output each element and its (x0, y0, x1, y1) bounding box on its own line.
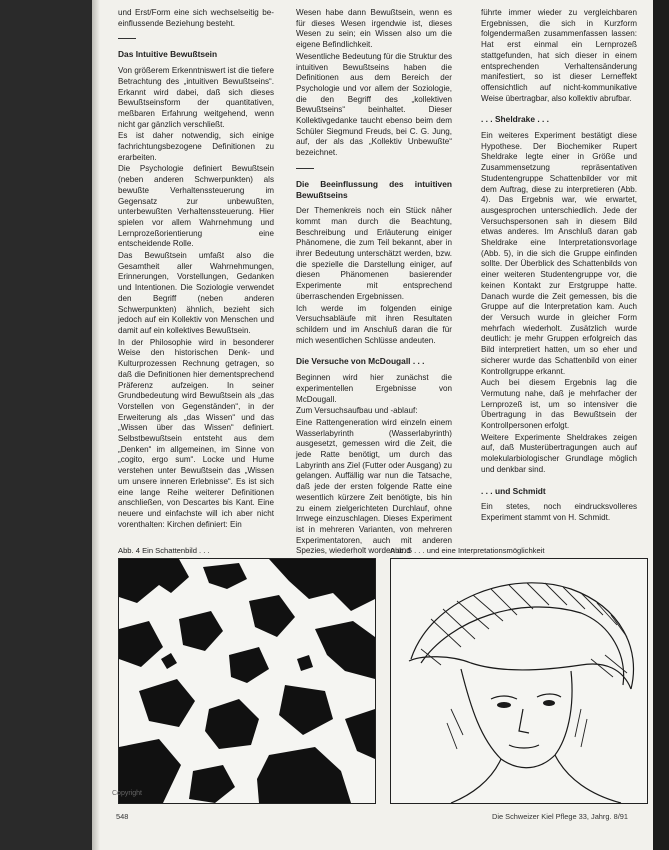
section-divider (296, 168, 314, 169)
figure-5-caption: Abb. 5 . . . und eine Interpretationsmöglichkeit (390, 546, 545, 555)
paragraph: Die Psychologie definiert Bewußtsein (neben anderen Schwerpunkten) als bewußte Verhaltenssteuerung im Gegensatz zur unbewußten, unterbewußten Verhaltenssteuerung. Hier spielen vor allem Wahrnehmung und Lernprozeßorientierung eine entscheidende Rolle. (118, 164, 274, 249)
paragraph: Der Themenkreis noch ein Stück näher kommt man durch die Beachtung, Beschreibung und Erläuterung einiger Phänomene, die zum Teil bekannt, aber in ihrer Bedeutung unterschätzt werden, bzw. die spezielle die Darstellung einiger, auf diesen Phänomenen basierender Experimente mit entsprechend überraschenden Ergebnissen. (296, 206, 452, 301)
margin-note: Copyright (112, 790, 142, 797)
paragraph: Weitere Experimente Sheldrakes zeigen auf, daß Musterübertragungen auch auf molekularbiologischer Grundlage möglich und denkbar sind. (481, 432, 637, 474)
page-right-edge (653, 0, 669, 850)
paragraph: Es ist daher notwendig, sich einige fachrichtungsbezogene Definitionen zu erarbeiten. (118, 131, 274, 162)
section-divider (118, 38, 136, 39)
subsection-heading: Die Versuche von McDougall . . . (296, 356, 425, 367)
paragraph: Eine Rattengeneration wird einzeln einem Wasserlabyrinth (Wasserlabyrinth) ausgesetzt, gemessen wird die Zeit, die jede Ratte benötigt, um durch das Labyrinth ans Ziel (Futter oder Ausgang) zu gelangen. Auffällig war nun die Tatsache, daß jede der ersten folgende Ratte eine wesentlich kürzere Zeit benötigte, bis hin zu einem zielgerichteten Durchlauf, ohne Irrwege einzuschlagen. Dieses Experiment ist in mehreren Varianten, von mehreren Experimentatoren, auch mit anderen Spezies, wiederholt worden und (296, 417, 452, 556)
paragraph: Beginnen wird hier zunächst die experimentellen Ergebnisse von McDougall. (296, 373, 452, 404)
figure-4-caption: Abb. 4 Ein Schattenbild . . . (118, 546, 210, 555)
paragraph: In der Philosophie wird in besonderer Weise den historischen Denk- und Kulturprozessen Rechnung getragen, so daß die Definitionen hier dementsprechend Präferenz aufzeigen. In seiner Grundbedeutung wird Bewußtsein als „das Vorstellen von Gegenständen“, in der Erweiterung als „das Wissen“ und das „Wissen über das Wissen“ definiert. Selbstbewußtsein entsteht aus dem „Denken“ im allgemeinen, im Sinne von „cogito, ergo sum“. Locke und Hume verstehen unter Bewußtsein das „Wissen um unsere inneren Erlebnisse“. Es ist sich eine lange Reihe weiterer Definitionen anschließen, von Descartes bis Kant. Eine neuere und einfachste will ich aber nicht vorenthalten: Kirchen definiert: Ein (118, 337, 274, 529)
intro-text: und Erst/Form eine sich wechselseitig be-einflussende Beziehung besteht. (118, 8, 274, 28)
paragraph: Wesentliche Bedeutung für die Struktur des intuitiven Bewußtseins haben die Definitionen aus dem Bereich der Psychologie und vor allem der Soziologie, die den Begriff des „kollektiven Bewußtseins“ beinhaltet. Dieser Kollektivgedanke taucht ebenso beim dem Schüler Siegmund Freuds, bei C. G. Jung, auf, der als das „Kollektiv Unbewußte“ bezeichnet. (296, 51, 452, 158)
paragraph: Von größerem Erkenntniswert ist die tiefere Betrachtung des „intuitiven Bewußtseins“. Erkannt wird dabei, daß sich dieses Bewußtseinsform der quantitativen, meßbaren Erfahrung weitgehend, wenn nicht gar gänzlich verschließt. (118, 66, 274, 129)
subsection-heading: . . . Sheldrake . . . (481, 114, 549, 125)
text-column-1 (118, 8, 274, 531)
journal-source-line: Die Schweizer Kiel Pflege 33, Jahrg. 8/91 (492, 812, 628, 821)
subsection-heading: . . . und Schmidt (481, 485, 546, 496)
figure-4-shadow-image (118, 558, 376, 804)
section-heading: Die Beeinflussung des intuitiven Bewußtseins (296, 178, 452, 200)
text-column-2 (296, 8, 452, 558)
paragraph: Auch bei diesem Ergebnis lag die Vermutung nahe, daß je mehrfacher der Lernprozeß ist, um so intensiver die Übertragung in das Bewußtsein der Kontrollpersonen erfolgt. (481, 378, 637, 431)
paragraph: Ich werde im folgenden einige Versuchsabläufe mit ihren Resultaten schildern und im Anschluß daran die für mich wesentlichen Schlüsse andeuten. (296, 303, 452, 345)
paragraph: Das Bewußtsein umfaßt also die Gesamtheit aller Wahrnehmungen, Erinnerungen, Vorstellungen, Gedanken und Intentionen. Die Soziologie verwendet den Begriff (neben anderen Schwerpunkten) ähnlich, bezieht sich jedoch auf ein Kollektiv von Menschen und damit auf ein kollektives Bewußtsein. (118, 251, 274, 335)
paragraph: Ein stetes, noch eindrucksvolleres Experiment stammt von H. Schmidt. (481, 502, 637, 522)
paragraph: führte immer wieder zu vergleichbaren Ergebnissen, die sich in Kurzform folgendermaßen zusammenfassen lassen: Hat erst einmal ein Lernprozeß stattgefunden, hat sich dieser in einem entsprechenden Verhaltensänderung manifestiert, so ist dieser Lerneffekt offensichtlich auf nicht-kommunikative Weise übertragbar, also kollektiv abrufbar. (481, 8, 637, 103)
paragraph: Ein weiteres Experiment bestätigt diese Hypothese. Der Biochemiker Rupert Sheldrake legte einer in Größe und Zusammensetzung repräsentativen Studentengruppe Schattenbilder vor mit dem Auftrag, diese zu interpretieren (Abb. 4). Das Ergebnis war, wie erwartet, ausgesprochen unterschiedlich. Jede der Versuchspersonen sah in diesem Bild etwas anderes. Im Anschluß daran gab Sheldrake eine Interpretationsvorlage (Abb. 5), in die sich die Gruppe einfinden sollte. Der Überblick des Schattenbilds von einer weiteren Studentengruppe vor, die keinen Kontakt zur Erstgruppe hatte. Danach wurde die Zeit gemessen, bis die Gruppe auf die Interpretation kam. Auch der Versuch wurde in gleicher Form mehrfach wiederholt. Zusätzlich wurde deutlich: je mehr Gruppen erfolgreich das Bild interpretiert hatten, um so eher und sicherer wurde das Schattenbild von einer Kontrollgruppe erkannt. (481, 131, 637, 376)
paragraph: Zum Versuchsaufbau und -ablauf: (296, 406, 418, 416)
section-heading: Das Intuitive Bewußtsein (118, 49, 218, 60)
page-binding-shadow (92, 0, 100, 850)
text-column-3 (481, 8, 637, 525)
figure-5-interpretation-drawing (390, 558, 648, 804)
page-number: 548 (116, 812, 129, 821)
paragraph: Wesen habe dann Bewußtsein, wenn es für dieses Wesen irgendwie ist, dieses Wesen zu sein; ein Wissen also um die eigene Befindlichkeit. (296, 8, 452, 50)
